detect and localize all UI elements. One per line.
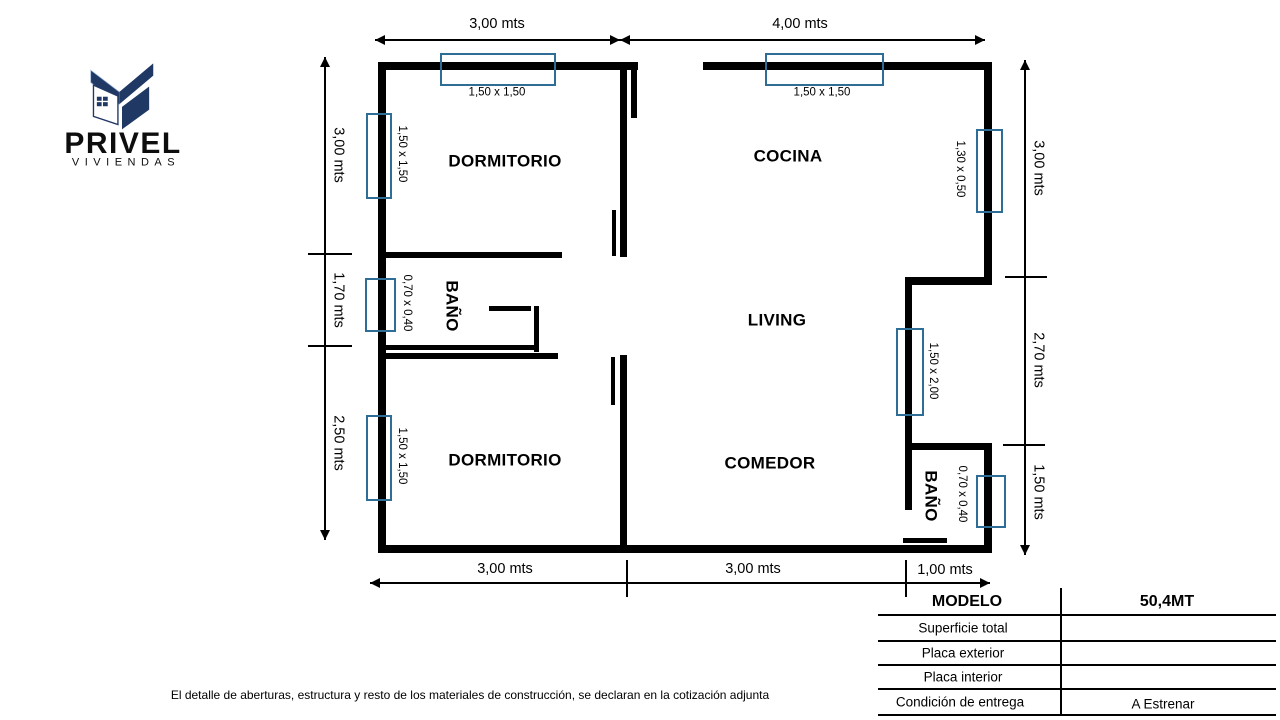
window-label: 1,30 x 0,50 — [953, 140, 966, 198]
dim-top-left: 3,00 mts — [469, 15, 525, 32]
dim-top-right: 4,00 mts — [772, 15, 828, 32]
room-label-bano-2: BAÑO — [921, 470, 941, 522]
window-right-cocina — [976, 129, 1003, 213]
spec-row-label: Placa exterior — [921, 645, 1005, 661]
wall-central-lower — [620, 355, 627, 551]
spec-row-value: A Estrenar — [1131, 696, 1195, 712]
window-top-cocina — [765, 53, 884, 86]
wall-bano2-top — [905, 443, 992, 450]
wall-exterior-bottom — [378, 545, 992, 553]
spec-row-label: Condición de entrega — [895, 694, 1025, 710]
window-label: 1,50 x 1,50 — [395, 427, 408, 485]
wall-bano1-bottom — [383, 345, 539, 350]
window-label: 1,50 x 2,00 — [926, 342, 939, 400]
dim-bottom-2: 3,00 mts — [725, 560, 781, 577]
wall-central-top-stub — [631, 66, 637, 118]
wall-step-horizontal — [905, 277, 992, 285]
dim-left-3: 2,50 mts — [330, 415, 347, 471]
window-label: 1,50 x 1,50 — [395, 125, 408, 183]
window-right-bano-2 — [976, 475, 1006, 528]
door-leaf-bano-2 — [903, 538, 947, 543]
dim-bottom-3: 1,00 mts — [917, 561, 973, 578]
window-left-dormitorio-2 — [366, 415, 392, 501]
room-label-living: LIVING — [747, 310, 807, 330]
room-label-dormitorio-2: DORMITORIO — [448, 450, 562, 470]
spec-row-label: MODELO — [931, 593, 1003, 610]
spec-row-label: Placa interior — [923, 669, 1003, 685]
room-label-dormitorio-1: DORMITORIO — [448, 151, 562, 171]
dim-left-1: 3,00 mts — [330, 127, 347, 183]
door-leaf-bano-1 — [489, 306, 531, 311]
dim-right-1: 3,00 mts — [1030, 140, 1047, 196]
window-living — [896, 328, 924, 416]
dim-right-2: 2,70 mts — [1030, 332, 1047, 388]
spec-row-label: Superficie total — [918, 620, 1008, 636]
door-leaf-dormitorio-1 — [612, 210, 616, 256]
window-label: 0,70 x 0,40 — [400, 274, 413, 332]
disclaimer-text: El detalle de aberturas, estructura y resto de los materiales de construcción, se declaran en la cotización adjunta — [170, 688, 770, 702]
wall-dormitorio2-top — [378, 353, 558, 359]
wall-central-upper — [620, 62, 627, 257]
brand-tagline: VIVIENDAS — [71, 156, 181, 169]
room-label-cocina: COCINA — [753, 146, 823, 166]
window-label: 1,50 x 1,50 — [468, 86, 526, 99]
window-label: 0,70 x 0,40 — [955, 465, 968, 523]
window-top-dormitorio-1 — [440, 53, 556, 86]
brand-name: PRIVEL — [64, 127, 182, 160]
door-leaf-dormitorio-2 — [611, 357, 615, 405]
window-left-bano-1 — [365, 278, 396, 332]
dim-right-3: 1,50 mts — [1030, 464, 1047, 520]
spec-row-value: 50,4MT — [1139, 593, 1195, 610]
dim-left-2: 1,70 mts — [330, 272, 347, 328]
room-label-comedor: COMEDOR — [724, 453, 816, 473]
dim-bottom-1: 3,00 mts — [477, 560, 533, 577]
window-left-dormitorio-1 — [366, 113, 392, 199]
wall-bano1-top — [378, 252, 562, 258]
room-label-bano-1: BAÑO — [442, 280, 462, 332]
window-label: 1,50 x 1,50 — [793, 86, 851, 99]
privel-house-icon — [88, 58, 156, 130]
